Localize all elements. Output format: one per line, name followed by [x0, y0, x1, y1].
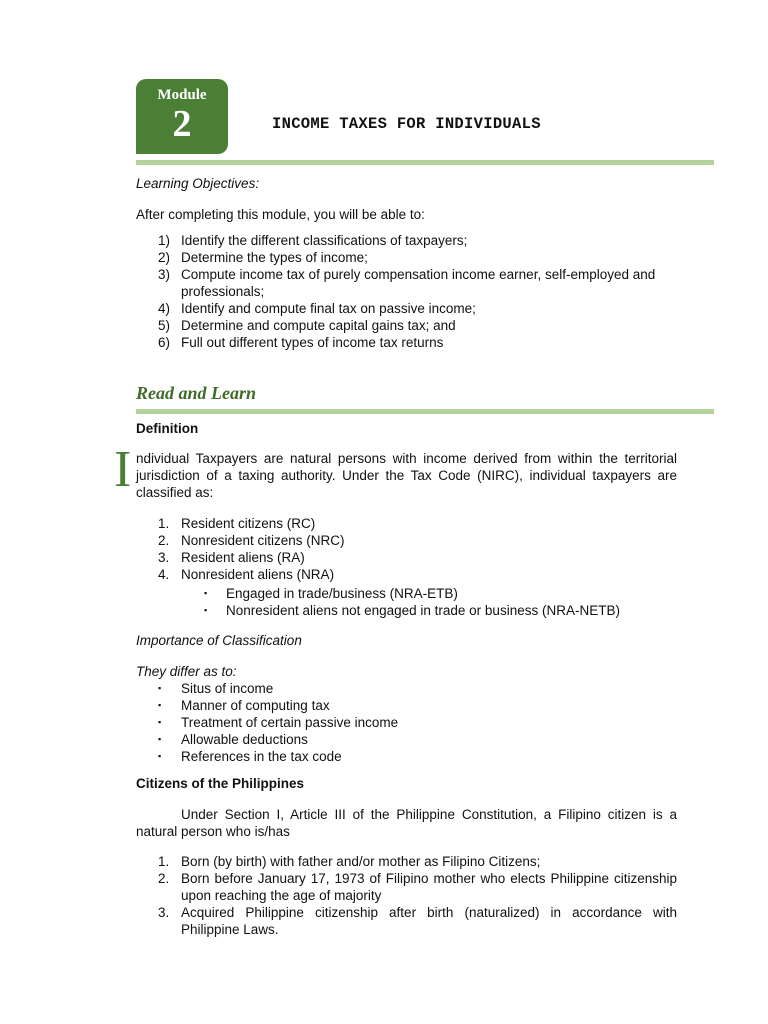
- differ-list: [136, 680, 681, 765]
- list-item: 3. Resident aliens (RA): [158, 550, 305, 565]
- list-item: 1. Resident citizens (RC): [158, 516, 316, 531]
- definition-paragraph: ndividual Taxpayers are natural persons with income derived from within the territorial jurisdiction of a taxing authority. Under the Tax Code (NIRC), individual taxpayers are classified as:: [136, 451, 677, 500]
- module-number: 2: [172, 103, 192, 145]
- importance-heading: Importance of Classification: [136, 633, 302, 648]
- read-and-learn-heading: Read and Learn: [136, 383, 257, 403]
- list-item: 5) Determine and compute capital gains tax; and: [158, 318, 456, 333]
- module-label: Module: [157, 87, 207, 103]
- list-item: 4) Identify and compute final tax on passive income;: [158, 301, 476, 316]
- list-item: ▪ Manner of computing tax: [136, 697, 681, 714]
- list-item: 1) Identify the different classifications of taxpayers;: [158, 233, 468, 248]
- list-item: 3) Compute income tax of purely compensation income earner, self-employed and professionals;: [158, 267, 656, 299]
- list-item: ▪ Allowable deductions: [136, 731, 681, 748]
- list-item: 2) Determine the types of income;: [158, 250, 368, 265]
- list-item: 1. Born (by birth) with father and/or mother as Filipino Citizens;: [158, 854, 541, 869]
- list-item: 2. Born before January 17, 1973 of Filipino mother who elects Philippine citizenship upon reaching the age of majority: [158, 871, 677, 903]
- citizens-heading: Citizens of the Philippines: [136, 776, 305, 791]
- section-divider: [136, 409, 714, 414]
- drop-cap: I: [114, 441, 132, 498]
- citizens-list: [136, 853, 677, 938]
- list-item: ▪ Engaged in trade/business (NRA-ETB): [136, 585, 696, 602]
- differ-heading: They differ as to:: [136, 664, 237, 679]
- citizens-intro: Under Section I, Article III of the Philippine Constitution, a Filipino citizen is a natural person who is/has: [136, 807, 677, 839]
- definition-heading: Definition: [136, 421, 199, 436]
- list-item: ▪ Treatment of certain passive income: [136, 714, 681, 731]
- taxpayer-class-list: [136, 515, 681, 583]
- nra-sublist: [136, 585, 696, 619]
- objectives-intro: After completing this module, you will be able to:: [136, 207, 425, 222]
- list-item: ▪ References in the tax code: [136, 748, 681, 765]
- list-item: 3. Acquired Philippine citizenship after birth (naturalized) in accordance with Philippine Laws.: [158, 905, 677, 937]
- list-item: 4. Nonresident aliens (NRA): [158, 567, 335, 582]
- objectives-list: [136, 232, 681, 351]
- list-item: ▪ Situs of income: [136, 680, 681, 697]
- list-item: ▪ Nonresident aliens not engaged in trade or business (NRA-NETB): [136, 602, 696, 619]
- module-badge: [136, 79, 228, 154]
- list-item: 6) Full out different types of income tax returns: [158, 335, 444, 350]
- header-divider: [136, 160, 714, 165]
- page-title: INCOME TAXES FOR INDIVIDUALS: [272, 115, 541, 133]
- list-item: 2. Nonresident citizens (NRC): [158, 533, 345, 548]
- objectives-heading: Learning Objectives:: [136, 176, 260, 191]
